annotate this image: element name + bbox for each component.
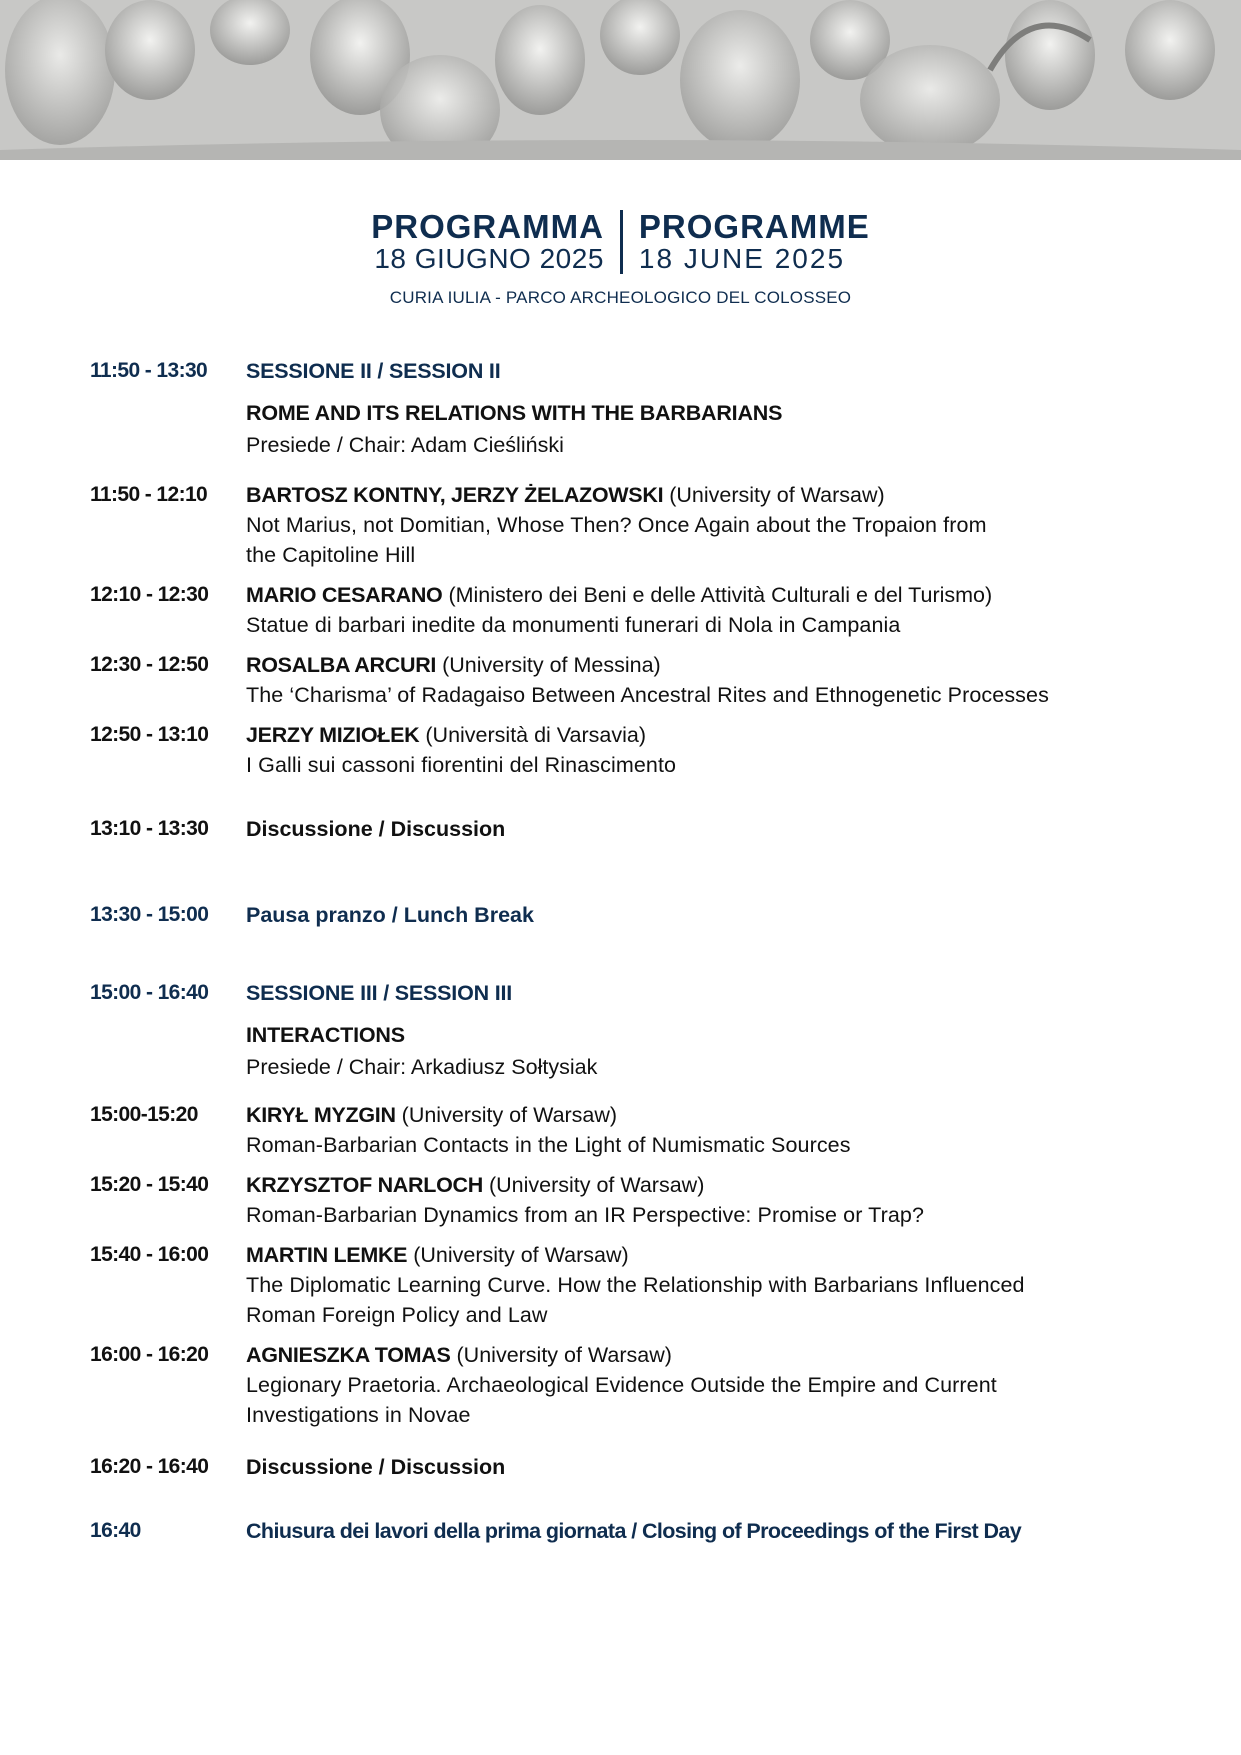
session-chair: Presiede / Chair: Arkadiusz Sołtysiak (246, 1055, 598, 1079)
speaker-affiliation: (University of Warsaw) (395, 1103, 618, 1127)
speaker-name: BARTOSZ KONTNY, JERZY ŻELAZOWSKI (246, 483, 664, 507)
discussion-row (90, 1452, 1170, 1482)
speaker-affiliation: (Università di Varsavia) (419, 723, 647, 747)
session-3-theme-block (90, 1020, 1170, 1082)
talk-item (90, 480, 1170, 570)
speaker-name: MARTIN LEMKE (246, 1243, 408, 1267)
talk-title: Roman-Barbarian Dynamics from an IR Perspective: Promise or Trap? (246, 1203, 925, 1227)
header-banner-image (0, 0, 1241, 160)
speaker-name: MARIO CESARANO (246, 583, 443, 607)
venue: CURIA IULIA - PARCO ARCHEOLOGICO DEL COLOSSEO (389, 288, 852, 307)
talk-title: I Galli sui cassoni fiorentini del Rinascimento (246, 753, 677, 777)
session-chair: Presiede / Chair: Adam Cieśliński (246, 433, 564, 457)
session-time: 15:00 - 16:40 (90, 981, 209, 1004)
talk-title: The Diplomatic Learning Curve. How the Relationship with Barbarians Influenced (246, 1273, 1025, 1297)
session-2-theme-block (90, 398, 1170, 460)
talk-item (90, 1170, 1170, 1230)
closing-row (90, 1516, 1170, 1546)
talk-item (90, 1240, 1170, 1330)
lunch-label: Pausa pranzo / Lunch Break (246, 903, 534, 927)
program-schedule (90, 356, 1170, 1546)
speaker-affiliation: (University of Warsaw) (407, 1243, 629, 1267)
session-theme: INTERACTIONS (246, 1023, 405, 1047)
speaker-affiliation: (University of Warsaw) (663, 483, 885, 507)
talk-time: 15:00-15:20 (90, 1103, 198, 1126)
talk-item (90, 720, 1170, 780)
talk-time: 11:50 - 12:10 (90, 483, 208, 506)
session-time: 11:50 - 13:30 (90, 359, 208, 382)
session-label: SESSIONE II / SESSION II (246, 359, 501, 383)
session-3-heading (90, 978, 1170, 1008)
discussion-label: Discussione / Discussion (246, 817, 506, 841)
talk-title-cont: Roman Foreign Policy and Law (246, 1303, 548, 1327)
speaker-affiliation: (University of Messina) (436, 653, 661, 677)
date-italian: 18 GIUGNO 2025 (374, 243, 604, 274)
speaker-name: KIRYŁ MYZGIN (246, 1103, 396, 1127)
speaker-name: KRZYSZTOF NARLOCH (246, 1173, 483, 1197)
talk-time: 15:20 - 15:40 (90, 1173, 209, 1196)
speaker-name: JERZY MIZIOŁEK (246, 723, 420, 747)
relief-frieze-icon (0, 0, 1241, 160)
discussion-label: Discussione / Discussion (246, 1455, 506, 1479)
session-2-heading (90, 356, 1170, 386)
title-italian: PROGRAMMA (371, 208, 604, 245)
talk-time: 12:50 - 13:10 (90, 723, 209, 746)
talk-title-cont: Investigations in Novae (246, 1403, 471, 1427)
discussion-time: 16:20 - 16:40 (90, 1455, 209, 1478)
talk-title: Not Marius, not Domitian, Whose Then? Once Again about the Tropaion from (246, 513, 987, 537)
talk-item (90, 1100, 1170, 1160)
title-english: PROGRAMME (638, 208, 870, 245)
speaker-name: AGNIESZKA TOMAS (246, 1343, 451, 1367)
closing-label: Chiusura dei lavori della prima giornata / Closing of Proceedings of the First Day (246, 1519, 1022, 1543)
lunch-row (90, 900, 1170, 930)
talk-title: Statue di barbari inedite da monumenti funerari di Nola in Campania (246, 613, 901, 637)
speaker-name: ROSALBA ARCURI (246, 653, 437, 677)
discussion-time: 13:10 - 13:30 (90, 817, 209, 840)
talk-title-cont: the Capitoline Hill (246, 543, 416, 567)
talk-title: The ‘Charisma’ of Radagaiso Between Ancestral Rites and Ethnogenetic Processes (246, 683, 1049, 707)
talk-title: Legionary Praetoria. Archaeological Evidence Outside the Empire and Current (246, 1373, 997, 1397)
talk-item (90, 580, 1170, 640)
talk-time: 12:30 - 12:50 (90, 653, 209, 676)
talk-item (90, 1340, 1170, 1430)
session-theme: ROME AND ITS RELATIONS WITH THE BARBARIANS (246, 401, 783, 425)
talk-time: 15:40 - 16:00 (90, 1243, 209, 1266)
closing-time: 16:40 (90, 1519, 141, 1542)
speaker-affiliation: (University of Warsaw) (482, 1173, 705, 1197)
date-english: 18 JUNE 2025 (638, 243, 846, 274)
discussion-row (90, 814, 1170, 844)
session-label: SESSIONE III / SESSION III (246, 981, 513, 1005)
program-header (0, 210, 1241, 308)
talk-item (90, 650, 1170, 710)
talk-title: Roman-Barbarian Contacts in the Light of Numismatic Sources (246, 1133, 851, 1157)
speaker-affiliation: (University of Warsaw) (450, 1343, 672, 1367)
talk-time: 16:00 - 16:20 (90, 1343, 209, 1366)
lunch-time: 13:30 - 15:00 (90, 903, 209, 926)
talk-time: 12:10 - 12:30 (90, 583, 209, 606)
speaker-affiliation: (Ministero dei Beni e delle Attività Culturali e del Turismo) (442, 583, 993, 607)
